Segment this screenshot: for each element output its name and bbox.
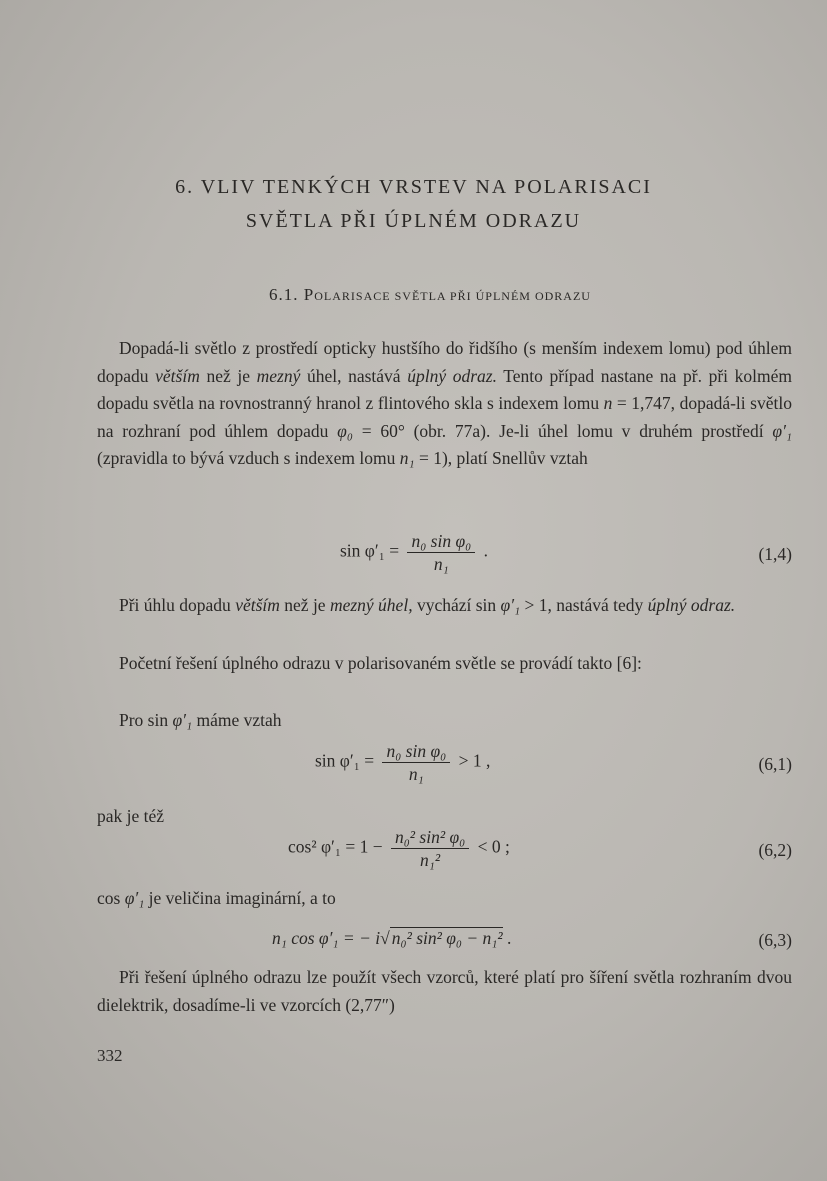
fraction (391, 826, 469, 871)
text-run: úhel, nastává (300, 365, 408, 386)
fraction-numerator: n₀² sin² φ₀ (391, 826, 469, 849)
italic-term: větším (155, 365, 200, 386)
equation-lhs: cos² φ′₁ = 1 − (288, 836, 383, 857)
equation-tail: > 1 , (458, 750, 491, 771)
math-symbol: φ′₁ (500, 595, 521, 615)
text-run: Dopadá-li světlo z prostředí opticky hustšího do řidšího (s menším indexem lomu) pod úhlem dopadu (97, 338, 792, 386)
fraction-numerator: n₀ sin φ₀ (382, 740, 450, 763)
italic-term: větším (235, 595, 280, 615)
math-symbol: n (603, 393, 613, 414)
equation-number: (6,2) (758, 840, 792, 860)
equation-tail: . (483, 540, 488, 561)
equation-6-3 (272, 928, 511, 949)
text-run: (zpravidla to bývá vzduch s indexem lomu (97, 448, 400, 469)
text-run: > 1, nastává tedy (520, 595, 648, 615)
equation-6-1 (315, 740, 490, 785)
text-run: Pro sin (119, 710, 173, 730)
italic-term: úplný odraz. (407, 365, 497, 386)
text-run: než je (279, 595, 330, 615)
equation-tail: . (507, 928, 512, 948)
equation-lhs: n₁ cos φ′₁ = − i (272, 928, 381, 948)
text-run: než je (199, 365, 257, 386)
paragraph-6 (97, 885, 792, 913)
equation-lhs: sin φ′₁ = (340, 540, 400, 561)
text-run: pak je též (97, 806, 165, 826)
section-title (0, 285, 827, 305)
text-run: je veličina imaginární, a to (144, 888, 336, 908)
chapter-title-line-1: 6. VLIV TENKÝCH VRSTEV NA POLARISACI (175, 176, 652, 198)
page-number: 332 (97, 1046, 123, 1065)
text-run: = 1), platí Snellův vztah (414, 448, 588, 469)
math-symbol: n₁ (399, 448, 415, 469)
text-run: = 1,747, dopadá-li světlo na rozhraní pod úhlem dopadu (97, 393, 792, 441)
math-symbol: φ′₁ (772, 420, 792, 441)
paragraph-3 (97, 650, 792, 678)
fraction-denominator: n₁² (420, 850, 441, 870)
math-symbol: φ₀ (337, 420, 353, 441)
chapter-title-line-2: SVĚTLA PŘI ÚPLNÉM ODRAZU (245, 210, 582, 232)
text-run: Tento případ nastane na př. při kolmém dopadu světla na rovnostranný hranol z flintového skla s indexem lomu (97, 365, 792, 414)
fraction-denominator: n₁ (408, 764, 424, 784)
paragraph-7 (97, 964, 792, 1019)
fraction (382, 740, 450, 785)
paragraph-4 (97, 707, 792, 735)
italic-term: mezný úhel, (329, 595, 413, 615)
text-run: = 60° (obr. 77a). Je-li úhel lomu v druhém prostředí (352, 420, 773, 441)
math-symbol: φ′₁ (124, 888, 145, 908)
text-run: vychází sin (412, 595, 501, 615)
equation-tail: < 0 ; (477, 836, 510, 857)
equation-6-2 (288, 826, 510, 871)
equation-1-4 (340, 530, 488, 575)
section-title-initial: P (303, 285, 315, 304)
section-title-rest: OLARISACE SVĚTLA PŘI ÚPLNÉM ODRAZU (314, 289, 591, 303)
text-run: Při řešení úplného odrazu lze použít všech vzorců, které platí pro šíření světla rozhraním dvou dielektrik, dosadíme-li ve vzorcích (2,77″) (97, 967, 792, 1015)
equation-number: (6,3) (758, 930, 792, 950)
italic-term: úplný odraz. (647, 595, 736, 615)
fraction (407, 530, 475, 575)
paragraph-2 (97, 592, 792, 620)
italic-term: mezný (256, 365, 301, 386)
text-run: Početní řešení úplného odrazu v polarisovaném světle se provádí takto [6]: (119, 653, 642, 673)
text-run: Při úhlu dopadu (119, 595, 236, 615)
math-symbol: φ′₁ (172, 710, 193, 730)
fraction-denominator: n₁ (433, 554, 449, 574)
radical-sign: √ (380, 928, 390, 948)
section-number: 6.1. (269, 285, 299, 304)
paragraph-1 (97, 335, 792, 473)
fraction-numerator: n₀ sin φ₀ (407, 530, 475, 553)
chapter-title (0, 170, 827, 238)
text-run: cos (97, 888, 125, 908)
equation-lhs: sin φ′₁ = (315, 750, 375, 771)
radicand: n₀² sin² φ₀ − n₁² (391, 928, 503, 948)
equation-number: (6,1) (758, 754, 792, 774)
equation-number: (1,4) (758, 544, 792, 564)
text-run: máme vztah (192, 710, 282, 730)
